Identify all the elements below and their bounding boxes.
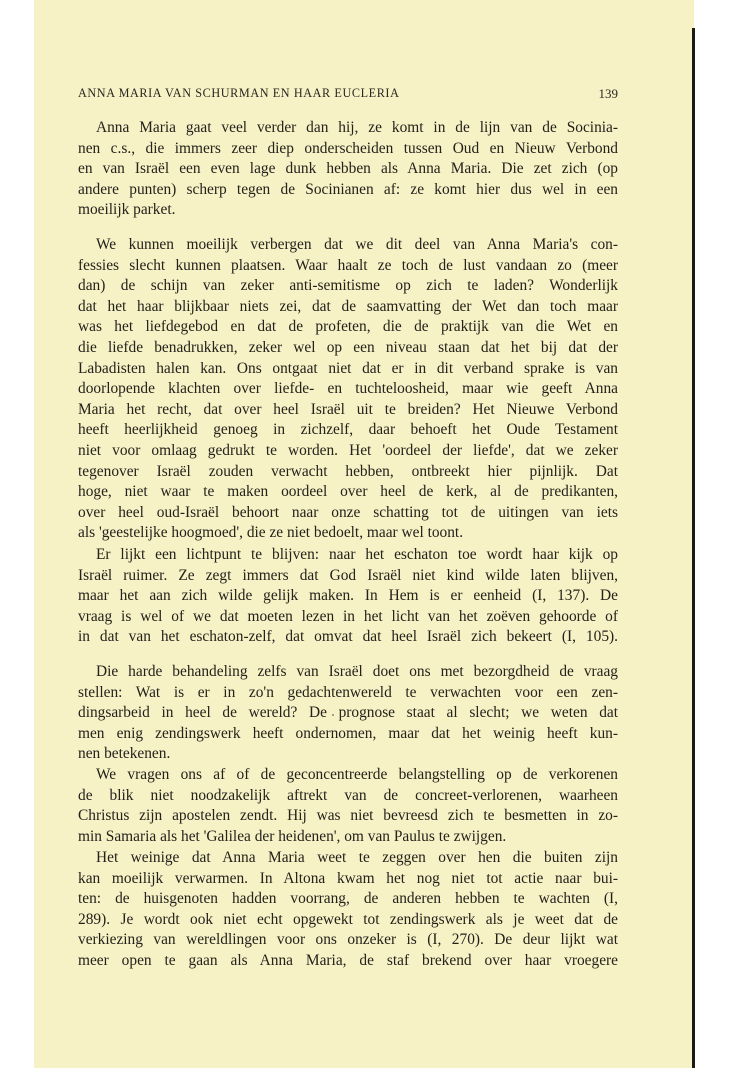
text-line: nen c.s., die immers zeer diep onderscheiden tussen Oud en Nieuw Verbond	[78, 139, 618, 157]
text-line: en van Israël een even lage dunk hebben als Anna Maria. Die zet zich (op	[78, 160, 618, 178]
text-line: Labadisten halen kan. Ons ontgaat niet dat er in dit verband sprake is van	[78, 359, 618, 377]
paragraph-1	[78, 118, 618, 221]
text-line: de blik niet noodzakelijk aftrekt van de concreet-verlorenen, waarheen	[78, 786, 618, 804]
text-line: Er lijkt een lichtpunt te blijven: naar het eschaton toe wordt haar kijk op	[96, 546, 618, 563]
text-line: doorlopende klachten over liefde- en tuchteloosheid, maar wie geeft Anna	[78, 380, 618, 398]
text-line: vraag is wel of we dat moeten lezen in het licht van het zoëven gehoorde of	[78, 607, 618, 625]
text-line: stellen: Wat is er in zo'n gedachtenwereld te verwachten voor een zen-	[78, 683, 618, 701]
text-line: nen betekenen.	[78, 745, 171, 763]
text-line: dat het haar blijkbaar niets zei, dat de saamvatting der Wet dan toch maar	[78, 297, 618, 315]
text-line: heeft heerlijkheid genoeg in zichzelf, daar behoeft het Oude Testament	[78, 421, 618, 439]
page-number: 139	[598, 86, 618, 101]
text-line: fessies slecht kunnen plaatsen. Waar haalt ze toch de lust vandaan zo (meer	[78, 256, 618, 274]
text-line: Maria het recht, dat over heel Israël uit te breiden? Het Nieuwe Verbond	[78, 400, 618, 418]
paragraph-6	[78, 848, 618, 972]
text-line: men enig zendingswerk heeft ondernomen, maar dat het weinig heeft kun-	[78, 724, 618, 742]
paragraph-2	[78, 235, 618, 544]
text-line: ten: de huisgenoten hadden voorrang, de anderen hebben te wachten (I,	[78, 890, 618, 908]
text-line: We kunnen moeilijk verbergen dat we dit deel van Anna Maria's con-	[96, 236, 618, 253]
text-line: andere punten) scherp tegen de Socinianen af: ze komt hier dus wel in een	[78, 180, 618, 198]
page-edge-shadow	[692, 28, 695, 1068]
text-line: moeilijk parket.	[78, 201, 176, 219]
text-line: tegenover Israël zouden verwacht hebben, ontbreekt hier pijnlijk. Dat	[78, 462, 618, 480]
text-line: was het liefdegebod en dat de profeten, die de praktijk van die Wet en	[78, 318, 618, 336]
text-line: 289). Je wordt ook niet echt opgewekt tot zendingswerk als je weet dat de	[78, 910, 618, 928]
text-line: We vragen ons af of de geconcentreerde belangstelling op de verkorenen	[96, 766, 618, 783]
paragraph-5	[78, 765, 618, 847]
text-line: Anna Maria gaat veel verder dan hij, ze komt in de lijn van de Socinia-	[96, 119, 618, 136]
text-line: als 'geestelijke hoogmoed', die ze niet bedoelt, maar wel toont.	[78, 524, 464, 542]
text-line: Het weinige dat Anna Maria weet te zeggen over hen die buiten zijn	[96, 849, 618, 866]
text-line: Christus zijn apostelen zendt. Hij was niet bevreesd zich te besmetten in zo-	[78, 807, 618, 825]
running-title: ANNA MARIA VAN SCHURMAN EN HAAR EUCLERIA	[78, 86, 400, 100]
text-line: niet voor omlaag gedrukt te worden. Het 'oordeel der liefde', dat we zeker	[78, 441, 618, 459]
text-line: meer open te gaan als Anna Maria, de staf brekend over haar vroegere	[78, 951, 618, 969]
text-line: Israël ruimer. Ze zegt immers dat God Israël niet kind wilde laten blijven,	[78, 566, 618, 584]
paragraph-4	[78, 662, 618, 765]
text-line: die liefde benadrukken, zeker wel op een niveau staan dat het bij dat der	[78, 338, 618, 356]
paragraph-3	[78, 545, 618, 648]
text-line: Die harde behandeling zelfs van Israël doet ons met bezorgdheid de vraag	[96, 663, 618, 680]
text-line: min Samaria als het 'Galilea der heidenen', om van Paulus te zwijgen.	[78, 827, 507, 845]
text-line: hoge, niet waar te maken oordeel over heel de kerk, al de predikanten,	[78, 483, 618, 501]
text-line: verkiezing van wereldlingen voor ons onzeker is (I, 270). De deur lijkt wat	[78, 931, 618, 949]
text-line: in dat van het eschaton-zelf, dat omvat dat heel Israël zich bekeert (I, 105).	[78, 628, 618, 646]
text-line: dan) de schijn van zeker anti-semitisme op zich te laden? Wonderlijk	[78, 277, 618, 295]
text-line: dingsarbeid in heel de wereld? De prognose staat al slecht; we weten dat	[78, 704, 618, 722]
text-line: kan moeilijk verwarmen. In Altona kwam het nog niet tot actie naar bui-	[78, 869, 618, 887]
text-line: maar het aan zich wilde gelijk maken. In Hem is er eenheid (I, 137). De	[78, 587, 618, 605]
text-line: over heel oud-Israël behoort naar onze schatting tot de uitingen van iets	[78, 503, 618, 521]
